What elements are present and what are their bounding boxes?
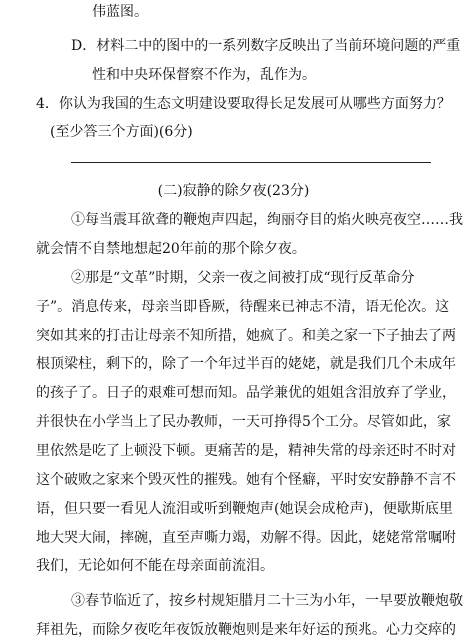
paragraph-2-line: ②那是“文革”时期，父亲一夜之间被打成“现行反革命分 <box>71 270 415 286</box>
paragraph-1-line: ①每当震耳欲聋的鞭炮声四起，绚丽夺目的焰火映亮夜空……我 <box>71 212 463 228</box>
paragraph-2-line: 地大哭大闹，摔碗，直至声嘶力竭，劝解不得。因此，姥姥常常嘱咐 <box>36 530 456 546</box>
paragraph-2-line: 子”。消息传来，母亲当即昏厥，待醒来已神志不清，语无伦次。这 <box>36 299 450 315</box>
paragraph-1-line: 就会情不自禁地想起20年前的那个除夕夜。 <box>36 241 306 257</box>
section-title: (二)寂静的除夕夜(23分) <box>157 183 310 199</box>
question-4-line-1: 4．你认为我国的生态文明建设要取得长足发展可从哪些方面努力？ <box>36 96 451 112</box>
answer-line <box>71 162 431 163</box>
paragraph-2-line: 我们，无论如何不能在母亲面前流泪。 <box>36 558 274 574</box>
paragraph-2-line: 语，但只要一看见人流泪或听到鞭炮声(她误会成枪声)，便歇斯底里 <box>36 501 453 517</box>
paragraph-2-line: 并很快在小学当上了民办教师，一天可挣得5个工分。尽管如此，家 <box>36 414 451 430</box>
option-d-line-1: D．材料二中的图中的一系列数字反映出了当前环境问题的严重 <box>71 38 461 54</box>
paragraph-3-line: 拜祖先，而除夕夜吃年夜饭放鞭炮则是来年好运的预兆。心力交瘁的 <box>36 622 456 638</box>
paragraph-2-line: 这个破败之家来个毁灭性的摧残。她有个怪癖，平时安安静静不言不 <box>36 472 456 488</box>
paragraph-3-line: ③春节临近了，按乡村规矩腊月二十三为小年，一早要放鞭炮敬 <box>71 593 463 609</box>
question-4-score-hint: (至少答三个方面)(6分) <box>50 124 193 140</box>
paragraph-2-line: 里依然是吃了上顿没下顿。更痛苦的是，精神失常的母亲还时不时对 <box>36 443 456 459</box>
paragraph-2-line: 的孩子了。日子的艰难可想而知。品学兼优的姐姐含泪放弃了学业， <box>36 385 456 401</box>
option-d-line-2: 性和中央环保督察不作为，乱作为。 <box>92 67 316 83</box>
paragraph-2-line: 突如其来的打击让母亲不知所措，她疯了。和美之家一下子抽去了两 <box>36 328 456 344</box>
paragraph-2-line: 根顶梁柱，剩下的，除了一个年过半百的姥姥，就是我们几个未成年 <box>36 356 456 372</box>
previous-text-fragment: 伟蓝图。 <box>92 4 148 20</box>
